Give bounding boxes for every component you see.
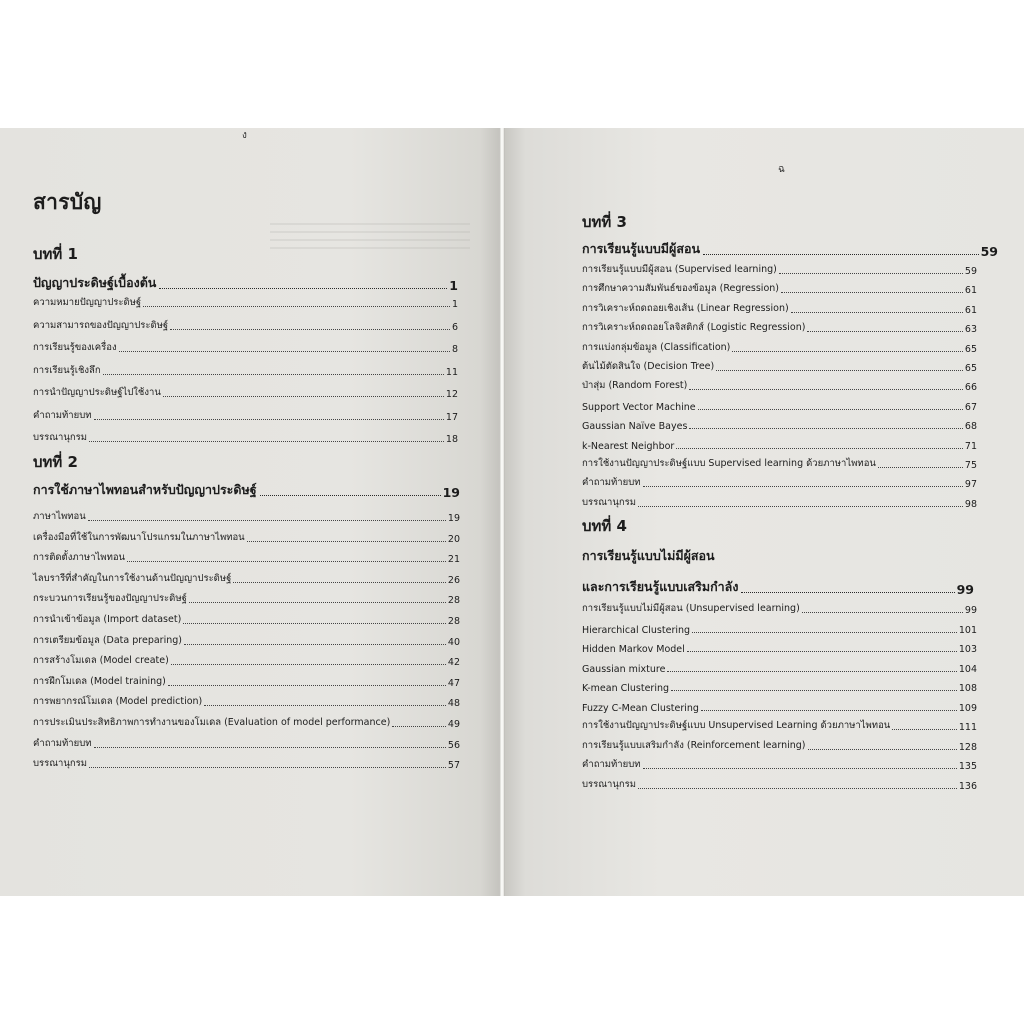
toc-entry-title: ต้นไม้ตัดสินใจ (Decision Tree) bbox=[582, 361, 715, 372]
toc-entry[interactable] bbox=[582, 302, 977, 316]
toc-entry-title: การเตรียมข้อมูล (Data preparing) bbox=[33, 635, 182, 646]
toc-entry[interactable] bbox=[582, 341, 977, 355]
chapter-label: บทที่ 2 bbox=[33, 453, 78, 471]
toc-entry-page: 101 bbox=[958, 625, 977, 636]
toc-entry-title: การใช้งานปัญญาประดิษฐ์แบบ Unsupervised Learning ด้วยภาษาไพทอน bbox=[582, 720, 891, 731]
toc-entry-page: 68 bbox=[964, 421, 977, 432]
toc-entry[interactable] bbox=[582, 700, 977, 714]
toc-entry[interactable] bbox=[582, 360, 977, 374]
dot-leader bbox=[667, 671, 956, 672]
toc-entry[interactable] bbox=[33, 613, 460, 627]
chapter-heading[interactable] bbox=[582, 577, 974, 597]
toc-entry-page: 67 bbox=[964, 402, 977, 413]
toc-entry[interactable] bbox=[582, 778, 977, 792]
toc-entry[interactable] bbox=[582, 661, 977, 675]
dot-leader bbox=[94, 419, 444, 420]
toc-entry-title: คำถามท้ายบท bbox=[33, 738, 92, 749]
toc-entry-page: 65 bbox=[964, 344, 977, 355]
chapter-heading-title: การเรียนรู้แบบมีผู้สอน bbox=[582, 241, 701, 256]
dot-leader bbox=[698, 409, 963, 410]
toc-entry-page: 71 bbox=[964, 441, 977, 452]
toc-entry-page: 59 bbox=[964, 266, 977, 277]
chapter-heading-title: ปัญญาประดิษฐ์เบื้องต้น bbox=[33, 275, 157, 290]
toc-entry[interactable] bbox=[582, 438, 977, 452]
toc-entry[interactable] bbox=[582, 739, 977, 753]
dot-leader bbox=[643, 486, 963, 487]
toc-entry[interactable] bbox=[33, 296, 458, 310]
chapter-heading[interactable] bbox=[33, 480, 460, 500]
dot-leader bbox=[781, 292, 963, 293]
chapter-heading-page: 59 bbox=[980, 244, 998, 259]
toc-entry-title: การเรียนรู้แบบมีผู้สอน (Supervised learning) bbox=[582, 264, 777, 275]
toc-entry-page: 111 bbox=[958, 722, 977, 733]
dot-leader bbox=[89, 767, 446, 768]
toc-entry[interactable] bbox=[33, 654, 460, 668]
chapter-heading-page: 99 bbox=[956, 582, 974, 597]
toc-entry-page: 18 bbox=[445, 434, 458, 445]
dot-leader bbox=[703, 254, 979, 255]
toc-entry-page: 19 bbox=[447, 513, 460, 524]
toc-entry-page: 12 bbox=[445, 389, 458, 400]
toc-entry[interactable] bbox=[33, 531, 460, 545]
toc-entry-page: 57 bbox=[447, 760, 460, 771]
toc-entry[interactable] bbox=[582, 602, 977, 616]
chapter-heading-title: การเรียนรู้แบบไม่มีผู้สอน bbox=[582, 548, 715, 563]
toc-entry-title: ความสามารถของปัญญาประดิษฐ์ bbox=[33, 320, 169, 331]
dot-leader bbox=[732, 351, 963, 352]
toc-entry[interactable] bbox=[33, 551, 460, 565]
toc-entry[interactable] bbox=[33, 364, 458, 378]
toc-entry-title: k-Nearest Neighbor bbox=[582, 441, 675, 452]
chapter-label: บทที่ 4 bbox=[582, 517, 627, 535]
toc-entry-title: การพยากรณ์โมเดล (Model prediction) bbox=[33, 696, 203, 707]
toc-entry-page: 28 bbox=[447, 616, 460, 627]
dot-leader bbox=[163, 396, 444, 397]
toc-entry-title: การนำปัญญาประดิษฐ์ไปใช้งาน bbox=[33, 387, 161, 398]
dot-leader bbox=[676, 448, 963, 449]
dot-leader bbox=[392, 726, 446, 727]
toc-entry-page: 49 bbox=[447, 719, 460, 730]
toc-entry[interactable] bbox=[33, 510, 460, 524]
dot-leader bbox=[143, 306, 450, 307]
toc-entry-title: การประเมินประสิทธิภาพการทำงานของโมเดล (Evaluation of model performance) bbox=[33, 717, 391, 728]
toc-entry-title: การฝึกโมเดล (Model training) bbox=[33, 676, 166, 687]
toc-entry-page: 40 bbox=[447, 637, 460, 648]
toc-entry-title: การแบ่งกลุ่มข้อมูล (Classification) bbox=[582, 342, 731, 353]
toc-entry[interactable] bbox=[582, 476, 977, 490]
toc-entry-page: 103 bbox=[958, 644, 977, 655]
dot-leader bbox=[183, 623, 446, 624]
dot-leader bbox=[204, 705, 446, 706]
dot-leader bbox=[170, 329, 450, 330]
chapter-label: บทที่ 1 bbox=[33, 245, 78, 263]
dot-leader bbox=[119, 351, 450, 352]
toc-entry-page: 65 bbox=[964, 363, 977, 374]
toc-entry[interactable] bbox=[33, 695, 460, 709]
dot-leader bbox=[247, 541, 446, 542]
toc-entry[interactable] bbox=[33, 431, 458, 445]
dot-leader bbox=[159, 288, 447, 289]
toc-entry-title: คำถามท้ายบท bbox=[582, 477, 641, 488]
toc-entry-title: การสร้างโมเดล (Model create) bbox=[33, 655, 169, 666]
toc-entry-title: การใช้งานปัญญาประดิษฐ์แบบ Supervised learning ด้วยภาษาไพทอน bbox=[582, 458, 876, 469]
toc-entry[interactable] bbox=[582, 263, 977, 277]
chapter-heading-page: 19 bbox=[442, 485, 460, 500]
toc-entry[interactable] bbox=[33, 341, 458, 355]
toc-entry-title: การเรียนรู้แบบเสริมกำลัง (Reinforcement learning) bbox=[582, 740, 806, 751]
toc-entry-page: 128 bbox=[958, 742, 977, 753]
show-through-block bbox=[270, 223, 470, 253]
toc-entry-title: คำถามท้ายบท bbox=[582, 759, 641, 770]
toc-entry-title: การเรียนรู้เชิงลึก bbox=[33, 365, 101, 376]
toc-entry-page: 26 bbox=[447, 575, 460, 586]
dot-leader bbox=[643, 768, 957, 769]
toc-entry[interactable] bbox=[582, 622, 977, 636]
toc-entry[interactable] bbox=[33, 592, 460, 606]
toc-entry-title: บรรณานุกรม bbox=[33, 432, 87, 443]
toc-entry-page: 109 bbox=[958, 703, 977, 714]
toc-entry-title: เครื่องมือที่ใช้ในการพัฒนาโปรแกรมในภาษาไพทอน bbox=[33, 532, 245, 543]
toc-entry[interactable] bbox=[582, 641, 977, 655]
toc-entry-title: บรรณานุกรม bbox=[33, 758, 87, 769]
toc-entry-page: 61 bbox=[964, 285, 977, 296]
dot-leader bbox=[689, 428, 962, 429]
dot-leader bbox=[779, 273, 963, 274]
toc-entry-page: 42 bbox=[447, 657, 460, 668]
toc-entry-title: การวิเคราะห์ถดถอยโลจิสติกส์ (Logistic Regression) bbox=[582, 322, 806, 333]
toc-entry-title: บรรณานุกรม bbox=[582, 497, 636, 508]
toc-entry-title: การติดตั้งภาษาไพทอน bbox=[33, 552, 126, 563]
dot-leader bbox=[189, 602, 446, 603]
page-folio: ฉ bbox=[778, 164, 785, 175]
chapter-heading-title: การใช้ภาษาไพทอนสำหรับปัญญาประดิษฐ์ bbox=[33, 482, 257, 497]
dot-leader bbox=[184, 644, 446, 645]
toc-entry-title: ความหมายปัญญาประดิษฐ์ bbox=[33, 297, 142, 308]
dot-leader bbox=[638, 506, 963, 507]
toc-entry[interactable] bbox=[582, 758, 977, 772]
toc-entry[interactable] bbox=[33, 757, 460, 771]
dot-leader bbox=[716, 370, 963, 371]
dot-leader bbox=[878, 467, 963, 468]
dot-leader bbox=[89, 441, 444, 442]
toc-entry-title: Hierarchical Clustering bbox=[582, 625, 691, 636]
toc-entry-title: การศึกษาความสัมพันธ์ของข้อมูล (Regression) bbox=[582, 283, 779, 294]
toc-entry[interactable] bbox=[582, 418, 977, 432]
dot-leader bbox=[802, 612, 963, 613]
toc-entry-title: Gaussian Naïve Bayes bbox=[582, 421, 688, 432]
toc-entry[interactable] bbox=[582, 321, 977, 335]
toc-entry-title: การเรียนรู้แบบไม่มีผู้สอน (Unsupervised learning) bbox=[582, 603, 800, 614]
toc-entry-page: 104 bbox=[958, 664, 977, 675]
dot-leader bbox=[692, 632, 957, 633]
toc-entry-page: 20 bbox=[447, 534, 460, 545]
toc-entry-page: 48 bbox=[447, 698, 460, 709]
chapter-heading[interactable] bbox=[582, 239, 998, 259]
dot-leader bbox=[791, 312, 963, 313]
left-page bbox=[0, 128, 500, 896]
toc-entry-page: 6 bbox=[451, 322, 458, 333]
chapter-heading-title: และการเรียนรู้แบบเสริมกำลัง bbox=[582, 579, 739, 594]
toc-entry[interactable] bbox=[33, 386, 458, 400]
toc-entry[interactable] bbox=[33, 675, 460, 689]
toc-entry-page: 98 bbox=[964, 499, 977, 510]
toc-entry[interactable] bbox=[33, 634, 460, 648]
toc-entry-page: 135 bbox=[958, 761, 977, 772]
toc-entry-title: การนำเข้าข้อมูล (Import dataset) bbox=[33, 614, 182, 625]
toc-entry-page: 99 bbox=[964, 605, 977, 616]
chapter-heading[interactable] bbox=[33, 273, 458, 293]
dot-leader bbox=[807, 331, 962, 332]
dot-leader bbox=[94, 747, 446, 748]
book-spread bbox=[0, 128, 1024, 896]
dot-leader bbox=[741, 592, 954, 593]
toc-entry[interactable] bbox=[33, 319, 458, 333]
toc-entry-page: 21 bbox=[447, 554, 460, 565]
toc-entry-page: 97 bbox=[964, 479, 977, 490]
dot-leader bbox=[689, 389, 963, 390]
toc-entry-title: การวิเคราะห์ถดถอยเชิงเส้น (Linear Regression) bbox=[582, 303, 789, 314]
toc-entry-page: 66 bbox=[964, 382, 977, 393]
toc-entry-page: 63 bbox=[964, 324, 977, 335]
toc-entry-title: ป่าสุ่ม (Random Forest) bbox=[582, 380, 688, 391]
dot-leader bbox=[233, 582, 446, 583]
dot-leader bbox=[687, 651, 957, 652]
toc-entry-title: Fuzzy C-Mean Clustering bbox=[582, 703, 699, 714]
toc-entry-page: 61 bbox=[964, 305, 977, 316]
toc-entry-page: 1 bbox=[451, 299, 458, 310]
toc-entry-page: 136 bbox=[958, 781, 977, 792]
toc-entry[interactable] bbox=[33, 716, 460, 730]
dot-leader bbox=[88, 520, 446, 521]
toc-entry[interactable] bbox=[582, 399, 977, 413]
toc-entry-page: 56 bbox=[447, 740, 460, 751]
right-page bbox=[505, 128, 1024, 896]
toc-entry-page: 47 bbox=[447, 678, 460, 689]
dot-leader bbox=[808, 749, 957, 750]
dot-leader bbox=[168, 685, 446, 686]
toc-entry-page: 8 bbox=[451, 344, 458, 355]
dot-leader bbox=[260, 495, 441, 496]
chapter-heading-page: 1 bbox=[449, 278, 458, 293]
toc-title: สารบัญ bbox=[33, 190, 102, 214]
toc-entry[interactable] bbox=[582, 680, 977, 694]
dot-leader bbox=[171, 664, 446, 665]
toc-entry-title: กระบวนการเรียนรู้ของปัญญาประดิษฐ์ bbox=[33, 593, 187, 604]
toc-entry-title: การเรียนรู้ของเครื่อง bbox=[33, 342, 117, 353]
toc-entry-title: ภาษาไพทอน bbox=[33, 511, 86, 522]
dot-leader bbox=[701, 710, 957, 711]
toc-entry-page: 17 bbox=[445, 412, 458, 423]
dot-leader bbox=[103, 374, 444, 375]
chapter-heading-line1 bbox=[582, 546, 715, 566]
dot-leader bbox=[127, 561, 446, 562]
toc-entry[interactable] bbox=[582, 457, 977, 471]
page-folio: ง bbox=[242, 130, 247, 141]
toc-entry-title: Gaussian mixture bbox=[582, 664, 666, 675]
toc-entry[interactable] bbox=[582, 379, 977, 393]
toc-entry-title: ไลบรารีที่สำคัญในการใช้งานด้านปัญญาประดิษฐ์ bbox=[33, 573, 232, 584]
toc-entry-title: บรรณานุกรม bbox=[582, 779, 636, 790]
dot-leader bbox=[892, 729, 957, 730]
toc-entry[interactable] bbox=[33, 409, 458, 423]
toc-entry-page: 11 bbox=[445, 367, 458, 378]
dot-leader bbox=[671, 690, 957, 691]
toc-entry[interactable] bbox=[582, 496, 977, 510]
toc-entry-page: 75 bbox=[964, 460, 977, 471]
toc-entry-title: K-mean Clustering bbox=[582, 683, 670, 694]
chapter-label: บทที่ 3 bbox=[582, 213, 627, 231]
dot-leader bbox=[638, 788, 957, 789]
toc-entry-title: Hidden Markov Model bbox=[582, 644, 685, 655]
toc-entry[interactable] bbox=[582, 719, 977, 733]
toc-entry[interactable] bbox=[33, 572, 460, 586]
toc-entry-page: 108 bbox=[958, 683, 977, 694]
toc-entry[interactable] bbox=[33, 737, 460, 751]
toc-entry[interactable] bbox=[582, 282, 977, 296]
toc-entry-title: คำถามท้ายบท bbox=[33, 410, 92, 421]
toc-entry-page: 28 bbox=[447, 595, 460, 606]
toc-entry-title: Support Vector Machine bbox=[582, 402, 696, 413]
